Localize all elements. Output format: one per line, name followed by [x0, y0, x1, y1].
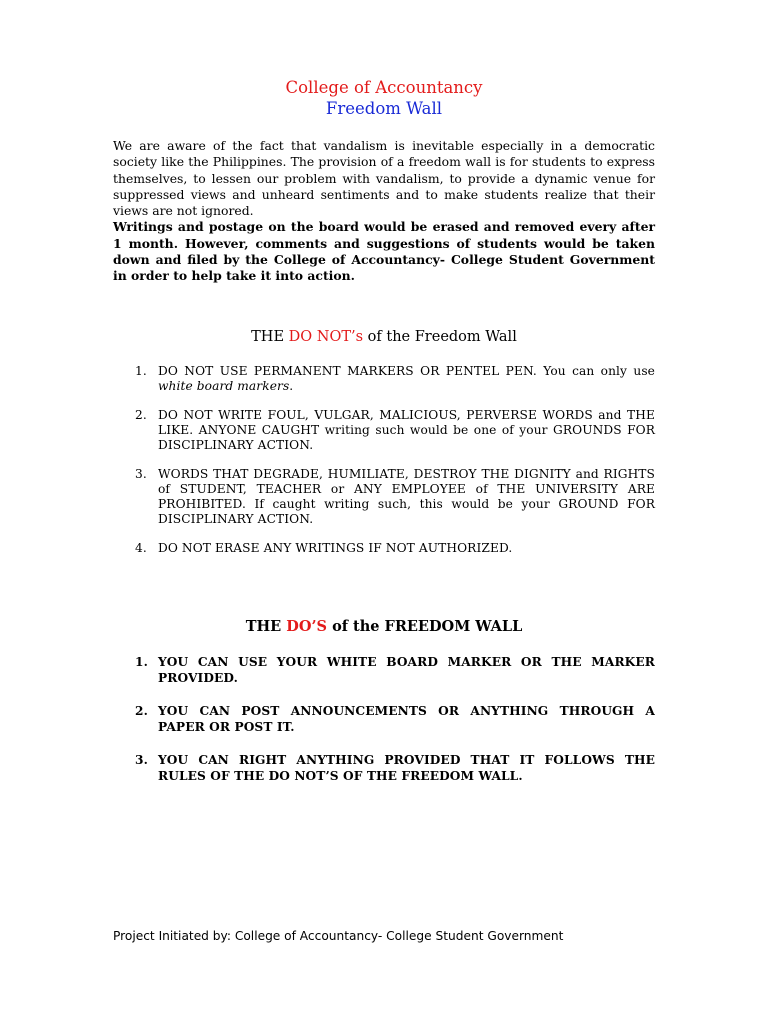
- list-item-text: DO NOT ERASE ANY WRITINGS IF NOT AUTHORIZED.: [158, 541, 513, 555]
- donts-heading-prefix: THE: [251, 329, 289, 345]
- document-title: College of Accountancy: [285, 78, 483, 97]
- list-item-text: DO NOT USE PERMANENT MARKERS OR PENTEL PEN. You can only use: [158, 364, 655, 378]
- footer-credit: Project Initiated by: College of Accountancy- College Student Government: [113, 929, 564, 943]
- list-item: [113, 703, 655, 735]
- donts-heading-highlight: DO NOT’s: [288, 329, 364, 345]
- document-subtitle: Freedom Wall: [325, 99, 443, 118]
- list-item-text-end: .: [289, 379, 294, 393]
- list-item: [113, 364, 655, 394]
- dos-heading-highlight: DO’S: [286, 618, 328, 635]
- dos-heading: [113, 618, 655, 635]
- intro-notice: Writings and postage on the board would be erased and removed every after 1 month. However, comments and suggestions of students would be taken down and filed by the College of Accountancy- College Student Government in order to help take it into action.: [113, 219, 655, 284]
- dos-heading-suffix: of the FREEDOM WALL: [327, 618, 523, 635]
- list-item: [113, 752, 655, 784]
- list-item-number: 1.: [135, 655, 148, 669]
- donts-list: [113, 364, 655, 570]
- list-item-text: YOU CAN USE YOUR WHITE BOARD MARKER OR THE MARKER PROVIDED.: [158, 655, 655, 685]
- dos-list: [113, 654, 655, 801]
- list-item-number: 3.: [135, 753, 148, 767]
- list-item-number: 1.: [135, 364, 147, 378]
- list-item-emphasis: white board markers: [158, 379, 290, 393]
- list-item-number: 2.: [135, 408, 147, 422]
- list-item-text: YOU CAN RIGHT ANYTHING PROVIDED THAT IT FOLLOWS THE RULES OF THE DO NOT’S OF THE FREEDOM WALL.: [158, 753, 655, 783]
- list-item-text: YOU CAN POST ANNOUNCEMENTS OR ANYTHING THROUGH A PAPER OR POST IT.: [158, 704, 655, 734]
- list-item-number: 2.: [135, 704, 148, 718]
- list-item-text: DO NOT WRITE FOUL, VULGAR, MALICIOUS, PERVERSE WORDS and THE LIKE. ANYONE CAUGHT writing such would be one of your GROUNDS FOR DISCIPLINARY ACTION.: [158, 408, 655, 452]
- donts-heading: [113, 329, 655, 345]
- list-item: [113, 467, 655, 527]
- list-item-number: 4.: [135, 541, 147, 555]
- intro-paragraph: We are aware of the fact that vandalism is inevitable especially in a democratic society like the Philippines. The provision of a freedom wall is for students to express themselves, to lessen our problem with vandalism, to provide a dynamic venue for suppressed views and unheard sentiments and to make students realize that their views are not ignored.: [113, 138, 655, 219]
- intro-section: [113, 138, 655, 285]
- list-item-number: 3.: [135, 467, 147, 481]
- list-item: [113, 541, 655, 556]
- dos-heading-prefix: THE: [245, 618, 287, 635]
- donts-heading-suffix: of the Freedom Wall: [363, 329, 517, 345]
- list-item: [113, 654, 655, 686]
- list-item: [113, 408, 655, 453]
- list-item-text: WORDS THAT DEGRADE, HUMILIATE, DESTROY THE DIGNITY and RIGHTS of STUDENT, TEACHER or ANY EMPLOYEE of THE UNIVERSITY ARE PROHIBITED. If caught writing such, this would be your GROUND FOR DISCIPLINARY ACTION.: [158, 467, 655, 526]
